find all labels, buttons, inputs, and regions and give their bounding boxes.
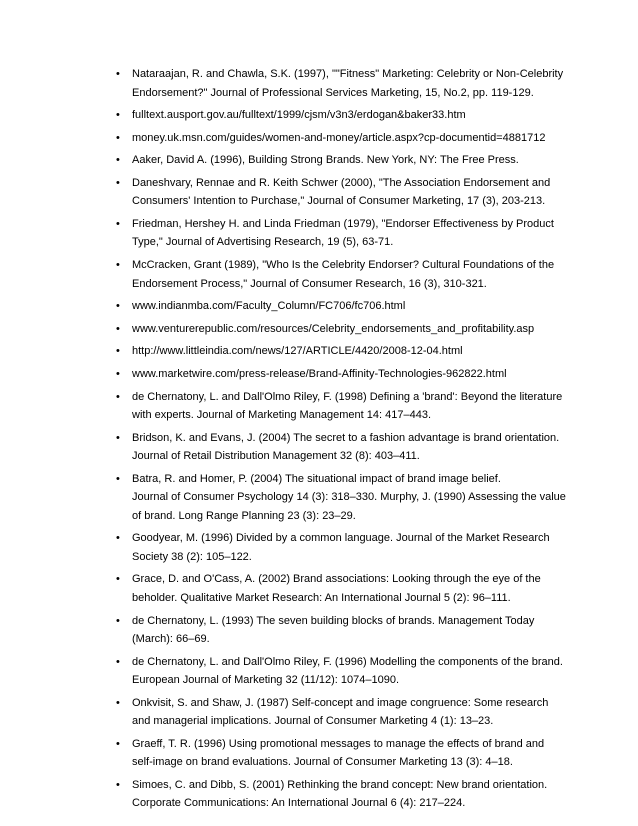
reference-text-line: www.marketwire.com/press-release/Brand-Affinity-Technologies-962822.html	[132, 367, 507, 380]
bullet-icon: •	[116, 472, 120, 485]
reference-item	[116, 735, 616, 772]
reference-item	[116, 570, 616, 607]
reference-text-line: Endorsement?" Journal of Professional Services Marketing, 15, No.2, pp. 119-129.	[132, 86, 534, 99]
bullet-icon: •	[116, 696, 120, 709]
reference-text-line: de Chernatony, L. and Dall'Olmo Riley, F. (1996) Modelling the components of the brand.	[132, 655, 563, 668]
reference-text-line: Consumers' Intention to Purchase," Journal of Consumer Marketing, 17 (3), 203-213.	[132, 195, 546, 208]
reference-item	[116, 388, 616, 425]
reference-list	[116, 65, 616, 817]
reference-text-line: beholder. Qualitative Market Research: An International Journal 5 (2): 96–111.	[132, 591, 511, 604]
bullet-icon: •	[116, 778, 120, 791]
reference-text-line: de Chernatony, L. and Dall'Olmo Riley, F. (1998) Defining a 'brand': Beyond the literature	[132, 390, 563, 403]
reference-item	[116, 470, 616, 526]
reference-text-line: Endorsement Process," Journal of Consumer Research, 16 (3), 310-321.	[132, 277, 487, 290]
bullet-icon: •	[116, 532, 120, 545]
bullet-icon: •	[116, 655, 120, 668]
reference-text-line: Friedman, Hershey H. and Linda Friedman (1979), "Endorser Effectiveness by Product	[132, 217, 554, 230]
reference-text-line: McCracken, Grant (1989), "Who Is the Celebrity Endorser? Cultural Foundations of the	[132, 259, 555, 272]
reference-item	[116, 106, 616, 125]
bullet-icon: •	[116, 322, 120, 335]
bullet-icon: •	[116, 573, 120, 586]
reference-text-line: Society 38 (2): 105–122.	[132, 550, 252, 563]
bullet-icon: •	[116, 154, 120, 167]
reference-text-line: Batra, R. and Homer, P. (2004) The situational impact of brand image belief.	[132, 472, 501, 485]
reference-text-line: and managerial implications. Journal of Consumer Marketing 4 (1): 13–23.	[132, 715, 494, 728]
reference-text-line: Aaker, David A. (1996), Building Strong Brands. New York, NY: The Free Press.	[132, 154, 519, 167]
bullet-icon: •	[116, 614, 120, 627]
reference-text-line: Corporate Communications: An International Journal 6 (4): 217–224.	[132, 797, 466, 810]
bullet-icon: •	[116, 737, 120, 750]
reference-item	[116, 151, 616, 170]
reference-text-line: www.venturerepublic.com/resources/Celebrity_endorsements_and_profitability.asp	[132, 322, 535, 335]
bullet-icon: •	[116, 176, 120, 189]
reference-item	[116, 653, 616, 690]
reference-text-line: fulltext.ausport.gov.au/fulltext/1999/cjsm/v3n3/erdogan&baker33.htm	[132, 109, 466, 122]
reference-item	[116, 694, 616, 731]
reference-text-line: European Journal of Marketing 32 (11/12): 1074–1090.	[132, 674, 400, 687]
bullet-icon: •	[116, 68, 120, 80]
reference-item	[116, 174, 616, 211]
reference-text-line: Nataraajan, R. and Chawla, S.K. (1997), ""Fitness" Marketing: Celebrity or Non-Celebrity	[132, 68, 564, 80]
reference-text-line: Bridson, K. and Evans, J. (2004) The secret to a fashion advantage is brand orientation.	[132, 431, 560, 444]
reference-item	[116, 129, 616, 148]
reference-text-line: of brand. Long Range Planning 23 (3): 23–29.	[132, 509, 356, 522]
reference-item	[116, 256, 616, 293]
bullet-icon: •	[116, 259, 120, 272]
reference-item	[116, 65, 616, 102]
reference-text-line: Journal of Retail Distribution Management 32 (8): 403–411.	[132, 450, 420, 463]
reference-item	[116, 776, 616, 813]
bullet-icon: •	[116, 390, 120, 403]
reference-text-line: Grace, D. and O'Cass, A. (2002) Brand associations: Looking through the eye of the	[132, 573, 541, 586]
bullet-icon: •	[116, 345, 120, 358]
reference-text-line: Daneshvary, Rennae and R. Keith Schwer (2000), "The Association Endorsement and	[132, 176, 551, 189]
reference-text-line: http://www.littleindia.com/news/127/ARTICLE/4420/2008-12-04.html	[132, 345, 463, 358]
reference-item	[116, 429, 616, 466]
reference-item	[116, 365, 616, 384]
reference-text-line: (March): 66–69.	[132, 633, 210, 645]
reference-text-line: Simoes, C. and Dibb, S. (2001) Rethinking the brand concept: New brand orientation.	[132, 778, 548, 791]
reference-text-line: Graeff, T. R. (1996) Using promotional messages to manage the effects of brand and	[132, 737, 545, 750]
reference-text-line: Type," Journal of Advertising Research, 19 (5), 63-71.	[132, 236, 394, 249]
reference-item	[116, 297, 616, 316]
reference-text-line: Journal of Consumer Psychology 14 (3): 318–330. Murphy, J. (1990) Assessing the value	[132, 491, 566, 504]
bullet-icon: •	[116, 217, 120, 230]
reference-item	[116, 612, 616, 649]
reference-text-line: de Chernatony, L. (1993) The seven building blocks of brands. Management Today	[132, 614, 535, 627]
bullet-icon: •	[116, 300, 120, 313]
reference-item	[116, 320, 616, 339]
reference-text-line: Onkvisit, S. and Shaw, J. (1987) Self-concept and image congruence: Some research	[132, 696, 549, 709]
reference-text-line: www.indianmba.com/Faculty_Column/FC706/fc706.html	[132, 300, 406, 313]
reference-text-line: Goodyear, M. (1996) Divided by a common language. Journal of the Market Research	[132, 532, 550, 545]
reference-text-line: self-image on brand evaluations. Journal of Consumer Marketing 13 (3): 4–18.	[132, 756, 513, 769]
bullet-icon: •	[116, 431, 120, 444]
bullet-icon: •	[116, 109, 120, 122]
reference-text-line: with experts. Journal of Marketing Management 14: 417–443.	[132, 409, 432, 422]
reference-item	[116, 342, 616, 361]
reference-item	[116, 529, 616, 566]
reference-item	[116, 215, 616, 252]
bullet-icon: •	[116, 367, 120, 380]
reference-text-line: money.uk.msn.com/guides/women-and-money/article.aspx?cp-documentid=4881712	[132, 131, 546, 144]
bullet-icon: •	[116, 131, 120, 144]
